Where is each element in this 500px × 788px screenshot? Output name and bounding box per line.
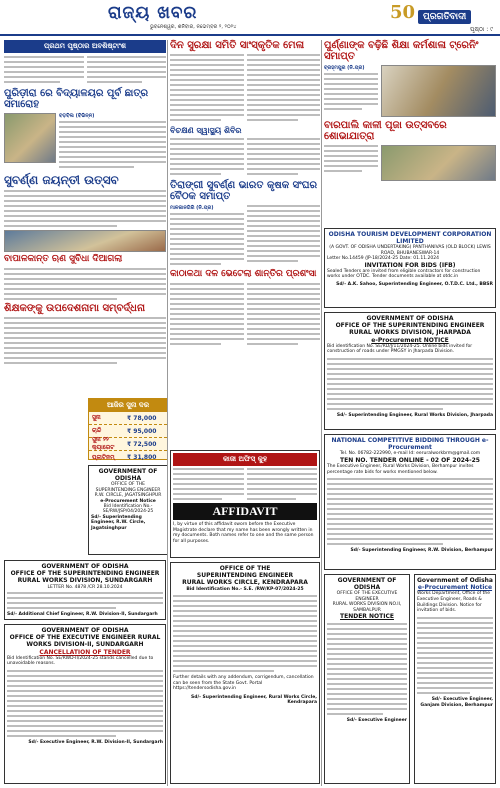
dateline: ଭୁବନେଶ୍ୱର, ଶନିବାର, ନଭେମ୍ବର ୨, ୨୦୨୪ bbox=[150, 24, 237, 30]
tender-office: OFFICE OF THE SUPERINTENDING ENGINEER bbox=[95, 482, 161, 493]
tender-circle: RURAL WORKS DIVISION, JHARPADA bbox=[349, 329, 471, 337]
tender-office: OFFICE OF THE SUPERINTENDING ENGINEER bbox=[335, 322, 485, 330]
tender-circle: RURAL WORKS DIVISION NO.II, SAMBALPUR bbox=[332, 602, 402, 613]
column-rule bbox=[167, 40, 168, 786]
tender-tel: Tel. No. 06782-222990, e-mail Id: eeruralworkbrm@gmail.com bbox=[339, 451, 481, 457]
tender-body: Works Department, Office of the Executive Engineer, Roads & Buildings Division. Notice for invitation of bids. bbox=[417, 591, 490, 614]
tender-notice: TEN NO. TENDER ONLINE - 02 OF 2024-25 bbox=[340, 456, 480, 464]
byline: ମାଳକାନଗିରି (ନି.ପ୍ର) bbox=[170, 204, 214, 211]
tender-signatory: Sd/- Superintending Engineer, Rural Works Division, Jharpada bbox=[336, 413, 493, 418]
gold-row: ଚାନ୍ଦି ₹ 95,000 bbox=[89, 425, 167, 438]
tender-signatory: Sd/- Superintending Engineer, Rural Works Circle, Kendrapara bbox=[191, 694, 317, 706]
tender-notice: CANCELLATION OF TENDER bbox=[39, 648, 131, 656]
tender-title: INVITATION FOR BIDS (IFB) bbox=[364, 261, 456, 269]
classified-heading: କାଜୀ ଅଫିସ୍ କୁହ bbox=[173, 453, 317, 466]
tender-title: TENDER NOTICE bbox=[340, 612, 394, 620]
headline-alumni: ପୁରିଡ଼ୀରା ରେ ବିଦ୍ୟାଳୟର ପୂର୍ବ ଛାତ୍ର ସମାରୋହ bbox=[4, 88, 149, 110]
tender-sundargarh bbox=[4, 560, 166, 620]
news-photo bbox=[381, 65, 496, 117]
tender-org: ODISHA TOURISM DEVELOPMENT CORPORATION LIMITED bbox=[328, 231, 492, 246]
column-1 bbox=[4, 40, 166, 367]
tender-ref: Letter No.14459 /JP-18/2024-25 Date: 01.11.2024 bbox=[327, 256, 440, 262]
tender-govt: GOVERNMENT OF ODISHA bbox=[98, 468, 158, 483]
tender-signatory: Sd/- Executive Engineer, R.W. Division-II, Sundargarh bbox=[28, 740, 163, 745]
headline-jubilee: ସୁବର୍ଣ୍ଣ ଜୟନ୍ତୀ ଉତ୍ସବ bbox=[4, 173, 119, 187]
tender-govt: GOVERNMENT OF ODISHA bbox=[337, 577, 397, 592]
tender-body: Bid identification No. SE/RD/J/11/2024-25. Online bids invited for construction of roads under PMGSY in Jharpada Division. bbox=[327, 343, 473, 355]
byline: ବ୍ରହ୍ମପୁର (ନି.ପ୍ର) bbox=[324, 65, 365, 71]
tender-body: Further details with any addendum, corrigendum, cancellation can be seen from the State Govt. Portal https://tendersodisha.gov.in bbox=[173, 674, 314, 692]
tender-circle: RURAL WORKS CIRCLE, KENDRAPARA bbox=[182, 579, 308, 587]
headline-farmers: ତିରାଙ୍ଗୀ ସୁବର୍ଣ୍ଣ ଭାରତ କୃଷକ ସଂଘର ବୈଠକ ସମାପ୍ତ bbox=[170, 179, 318, 202]
tender-body: The Executive Engineer, Rural Works Division, Berhampur invites percentage rate bids for works mentioned below. bbox=[327, 463, 474, 475]
column-3 bbox=[324, 40, 496, 181]
tender-signatory: Sd/- A.K. Sahoo, Superintending Engineer, O.T.D.C. Ltd., BBSR bbox=[336, 281, 493, 287]
tender-title: e-Procurement NOTICE bbox=[371, 336, 449, 344]
tender-govt: OFFICE OF THE bbox=[219, 565, 271, 572]
tender-govt: GOVERNMENT OF ODISHA bbox=[41, 563, 129, 570]
tender-body: Bid Identification No. SE/RWD-II/2024-25 stands cancelled due to unavoidable reasons. bbox=[7, 655, 154, 667]
gold-row: ସୁନା ₹ 78,000 bbox=[89, 412, 167, 425]
tender-otdc bbox=[324, 228, 496, 308]
tender-signatory: Sd/- Additional Chief Engineer, R.W. Division-II, Sundargarh bbox=[7, 611, 158, 617]
tender-govt: GOVERNMENT OF ODISHA bbox=[366, 315, 454, 322]
byline: ବଡ଼ବିଲ (ବିଭିନ୍ନ) bbox=[59, 113, 95, 119]
headline-fair: ଦିନ ସୁରକ୍ଷା ସମିତି ସାଂସ୍କୃତିକ ମେଳା bbox=[170, 40, 305, 51]
tender-office: OFFICE OF THE EXECUTIVE ENGINEER RURAL WORKS DIVISION-II, SUNDARGARH bbox=[9, 634, 161, 649]
tender-cancellation bbox=[4, 624, 166, 784]
tender-berhampur bbox=[324, 434, 496, 570]
continued-strip: ପ୍ରଥମ ପୃଷ୍ଠାର ଅବଶିଷ୍ଟାଂଶ bbox=[4, 40, 166, 53]
affidavit-box bbox=[170, 450, 320, 558]
section-title: ରାଜ୍ୟ ଖବର bbox=[108, 3, 198, 23]
tender-title: NATIONAL COMPETITIVE BIDDING THROUGH e-Procurement bbox=[331, 437, 489, 452]
headline-teachers: ଶିକ୍ଷକଙ୍କୁ ଉପଦେଶନାମା ସମ୍ବର୍ଦ୍ଧନା bbox=[4, 303, 145, 315]
tender-office: OFFICE OF THE SUPERINTENDING ENGINEER RURAL WORKS DIVISION, SUNDARGARH bbox=[10, 570, 160, 585]
tender-title: e-Procurement Notice bbox=[100, 498, 156, 504]
affidavit-body: I, by virtue of this affidavit sworn before the Executive Magistrate declare that my name has been wrongly written in my documents. Both names refer to one and the same person for all purposes. bbox=[173, 522, 314, 544]
affidavit-title: AFFIDAVIT bbox=[173, 503, 317, 520]
news-photo bbox=[4, 230, 166, 252]
headline-praise: କାଠାକଥା ଦଳ ଭେଟେଲା ଶାନ୍ତିର ପ୍ରଶଂସା bbox=[170, 268, 317, 279]
tender-notice: LETTER No. 4878 /CR 28.10.2024 bbox=[47, 584, 123, 590]
gold-row: ପ୍ଲାଟିନମ୍ ₹ 31,800 bbox=[92, 453, 157, 461]
tender-jharpada bbox=[324, 312, 496, 430]
tender-sambalpur bbox=[324, 574, 410, 784]
tender-office: SUPERINTENDING ENGINEER bbox=[196, 572, 294, 580]
tender-jagatsinghpur bbox=[88, 465, 168, 555]
tender-signatory: Sd/- Superintending Engineer, R.W. Circle, Jagatsinghpur bbox=[91, 514, 146, 531]
gold-rates-title: ଆଜିର ସୁନା ଦର bbox=[89, 399, 167, 412]
tender-govt: Government of Odisha bbox=[417, 577, 493, 584]
news-photo bbox=[4, 113, 56, 163]
tender-body: Sealed Tenders are invited from eligible contractors for construction works under OTDC. Tender documents available at otdc.in bbox=[327, 268, 481, 280]
tender-circle: R.W. CIRCLE, JAGATSINGHPUR bbox=[94, 493, 162, 499]
tender-bid-no: Bid Identification No.-SE/RW/JSP/04/2024-25 bbox=[102, 503, 154, 515]
tender-office: OFFICE OF THE EXECUTIVE ENGINEER bbox=[336, 591, 398, 602]
gold-rates-box bbox=[88, 398, 168, 460]
column-rule bbox=[321, 40, 322, 786]
headline-loan: ବାପାଳକାନ୍ତ ଋଣ ସୁବିଧା ଦିଆଗଲା bbox=[4, 254, 123, 265]
tender-signatory: Sd/- Superintending Engineer, R.W. Division, Berhampur bbox=[350, 548, 493, 554]
headline-health: ବିଚକ୍ଷଣ ସ୍ୱାସ୍ଥ୍ୟ ଶିବିର bbox=[170, 125, 242, 135]
headline-procession: ବାରପାଲି କାଳୀ ପୂଜା ଉତ୍ସବରେ ଶୋଭାଯାତ୍ରା bbox=[324, 120, 447, 142]
tender-kendrapara bbox=[170, 562, 320, 784]
tender-signatory: Sd/- Executive Engineer, Ganjam Division, Berhampur bbox=[420, 696, 493, 708]
tender-title: e-Procurement Notice bbox=[417, 584, 493, 592]
headline-workshop: ପୁର୍ଣ୍ଣାଙ୍କ ବଢ଼ିଛି ଶିକ୍ଷା କର୍ମଶାଳା ଟ୍ରେନିଂ ସମାପ୍ତ bbox=[324, 40, 479, 62]
tender-ganjam bbox=[414, 574, 496, 784]
tender-title: Bid Identification No.- S.E. /RW/KP-07/2024-25 bbox=[186, 586, 304, 592]
page-number: ପୃଷ୍ଠା : ୯ bbox=[470, 26, 494, 33]
column-2 bbox=[170, 40, 320, 348]
tender-signatory: Sd/- Executive Engineer bbox=[346, 718, 407, 724]
tender-address: (A GOVT. OF ODISHA UNDERTAKING) PANTHANIVAS (OLD BLOCK) LEWIS ROAD, BHUBANESWAR-14 bbox=[329, 245, 491, 256]
gold-row: ସୁନା ୨୨ କ୍ୟାରେଟ ₹ 72,500 bbox=[89, 438, 167, 451]
newspaper-brand: ପ୍ରଗତିବାଦୀ bbox=[418, 10, 471, 24]
anniversary-logo: 50 bbox=[390, 2, 416, 23]
tender-govt: GOVERNMENT OF ODISHA bbox=[41, 627, 129, 634]
news-photo bbox=[381, 145, 496, 181]
masthead bbox=[0, 0, 500, 36]
